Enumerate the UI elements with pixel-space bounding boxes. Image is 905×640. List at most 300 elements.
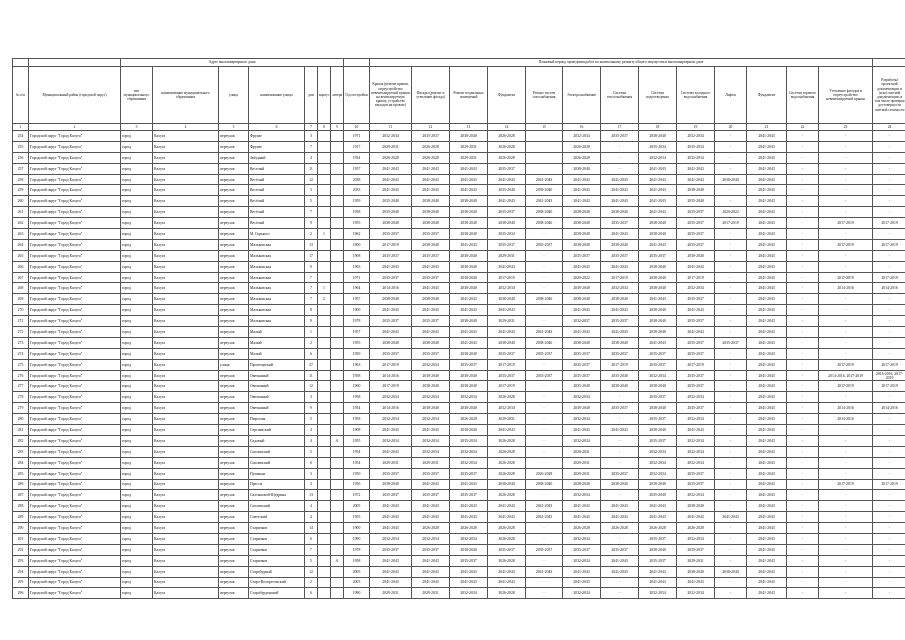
table-cell: город xyxy=(121,414,153,425)
table-cell: 1958 xyxy=(344,555,370,566)
table-cell: 2038-2040 xyxy=(639,403,677,414)
table-cell: 2026-2028 xyxy=(563,523,601,534)
table-cell: 2038-2040 xyxy=(488,294,526,305)
table-cell: - xyxy=(819,457,873,468)
table-cell: - xyxy=(873,348,905,359)
table-cell: 2005 xyxy=(344,566,370,577)
table-cell: 2038-2040 xyxy=(563,239,601,250)
table-row xyxy=(13,185,905,196)
table-cell: 2038-2040 xyxy=(563,479,601,490)
table-cell: 2041-2043 xyxy=(412,555,450,566)
table-cell: 2041-2043 xyxy=(639,512,677,523)
table-row xyxy=(13,512,905,523)
table-cell: 2035-2037 xyxy=(639,414,677,425)
column-number: 13 xyxy=(450,124,488,131)
address-group-header: Адрес многоквартирного дома xyxy=(121,59,344,67)
table-cell: 2041-2043 xyxy=(601,512,639,523)
table-cell: 2035-2037 xyxy=(563,348,601,359)
table-row xyxy=(13,425,905,436)
table-cell: Салтыковой-Щедрина xyxy=(249,490,305,501)
table-cell: 2041-2043 xyxy=(747,425,787,436)
table-cell: - xyxy=(787,370,819,381)
table-cell: 2038 xyxy=(344,174,370,185)
table-cell: Звёздный xyxy=(249,152,305,163)
table-cell: 2035-2037 xyxy=(677,348,715,359)
table-cell: - xyxy=(526,305,563,316)
column-number: 10 xyxy=(344,124,370,131)
table-cell: Калуга xyxy=(153,305,219,316)
table-cell: 2041-2043 xyxy=(601,501,639,512)
table-cell: 2041-2043 xyxy=(601,174,639,185)
table-cell: - xyxy=(601,533,639,544)
table-cell: 2017-2019 xyxy=(873,381,905,392)
table-cell: 2026-2028 xyxy=(488,468,526,479)
table-row xyxy=(13,207,905,218)
table-cell: 2041-2043 xyxy=(747,555,787,566)
column-header: Фундамент xyxy=(488,67,526,124)
table-row xyxy=(13,272,905,283)
table-cell: - xyxy=(526,490,563,501)
table-cell: - xyxy=(715,381,747,392)
table-cell: Калуга xyxy=(153,316,219,327)
column-number: 5 xyxy=(219,124,249,131)
table-cell: 2038-2040 xyxy=(412,381,450,392)
table-cell: 2026-2028 xyxy=(563,141,601,152)
table-cell: 2041-2043 xyxy=(450,337,488,348)
table-cell: 2017-2019 xyxy=(488,381,526,392)
table-row xyxy=(13,283,905,294)
column-header: Фундамент xyxy=(747,67,787,124)
table-cell: Калуга xyxy=(153,435,219,446)
table-cell: - xyxy=(715,239,747,250)
table-cell: город xyxy=(121,512,153,523)
table-cell: 2038-2040 xyxy=(715,566,747,577)
table-cell: 2041-2043 xyxy=(677,163,715,174)
table-cell: 2041-2043 xyxy=(601,327,639,338)
table-cell: 2026-2028 xyxy=(488,152,526,163)
table-cell: - xyxy=(819,131,873,142)
column-number: 22 xyxy=(787,124,819,131)
table-cell: 2041-2043 xyxy=(601,185,639,196)
table-cell xyxy=(331,588,344,599)
table-cell xyxy=(331,294,344,305)
column-number: 2 xyxy=(29,124,121,131)
table-cell: 2035-2037 xyxy=(563,370,601,381)
table-cell: 293 xyxy=(13,555,29,566)
table-cell: - xyxy=(873,512,905,523)
table-cell xyxy=(318,479,331,490)
table-cell: Городской округ "Город Калуга" xyxy=(29,555,121,566)
table-cell: 2014-2016 xyxy=(819,403,873,414)
table-cell: город xyxy=(121,163,153,174)
table-cell: 2032-2034 xyxy=(639,468,677,479)
table-cell: 2026-2028 xyxy=(488,555,526,566)
table-cell: 2038-2040 xyxy=(563,218,601,229)
table-cell: 1972 xyxy=(344,490,370,501)
table-cell: - xyxy=(819,446,873,457)
table-cell: Калуга xyxy=(153,348,219,359)
column-number: 15 xyxy=(526,124,563,131)
table-cell: - xyxy=(787,163,819,174)
table-cell: 2035-2037 xyxy=(450,468,488,479)
table-cell: Городской округ "Город Калуга" xyxy=(29,163,121,174)
table-cell: 2041-2043 xyxy=(677,261,715,272)
column-number: 21 xyxy=(747,124,787,131)
table-cell: 2014-2016 xyxy=(370,283,412,294)
table-cell: город xyxy=(121,250,153,261)
table-cell: переулок xyxy=(219,239,249,250)
table-cell: 2038-2040 xyxy=(677,250,715,261)
table-cell: переулок xyxy=(219,141,249,152)
table-cell: Калуга xyxy=(153,261,219,272)
table-cell: Городской округ "Город Калуга" xyxy=(29,348,121,359)
table-cell: 2038-2040 xyxy=(412,207,450,218)
table-cell: Городской округ "Город Калуга" xyxy=(29,131,121,142)
table-cell: 2041-2043 xyxy=(450,479,488,490)
table-cell: - xyxy=(873,588,905,599)
table-cell: 2041-2043 xyxy=(488,196,526,207)
table-cell: Городской округ "Город Калуга" xyxy=(29,261,121,272)
table-cell: 8 xyxy=(305,305,318,316)
table-cell xyxy=(331,512,344,523)
table-cell: 2014-2016 xyxy=(873,403,905,414)
table-cell xyxy=(318,185,331,196)
table-cell: Старо-Воскресенский xyxy=(249,577,305,588)
table-cell: Городской округ "Город Калуга" xyxy=(29,359,121,370)
table-cell: переулок xyxy=(219,512,249,523)
table-cell: 4 xyxy=(305,512,318,523)
table-cell: 2041-2043 xyxy=(563,327,601,338)
table-cell: 2032-2034 xyxy=(677,392,715,403)
table-cell: 279 xyxy=(13,403,29,414)
table-cell: 2003 xyxy=(344,577,370,588)
table-cell: Овечкиный xyxy=(249,392,305,403)
table-row xyxy=(13,337,905,348)
table-cell: переулок xyxy=(219,403,249,414)
table-cell: - xyxy=(715,131,747,142)
table-cell: 2041-2043 xyxy=(526,512,563,523)
table-cell: 2038-2040 xyxy=(601,294,639,305)
table-cell: переулок xyxy=(219,163,249,174)
table-cell: 2038-2040 xyxy=(526,218,563,229)
table-row xyxy=(13,163,905,174)
table-cell: 2039-2040 xyxy=(526,185,563,196)
table-cell: 2026-2028 xyxy=(563,152,601,163)
table-cell: 1962 xyxy=(344,229,370,240)
table-cell: 280 xyxy=(13,414,29,425)
table-cell: 2038-2040 xyxy=(639,327,677,338)
table-cell: Городской округ "Город Калуга" xyxy=(29,577,121,588)
table-cell: - xyxy=(526,359,563,370)
table-cell: - xyxy=(715,523,747,534)
table-cell: 255 xyxy=(13,141,29,152)
table-cell: 259 xyxy=(13,185,29,196)
table-cell: Старичков xyxy=(249,523,305,534)
table-cell: 2032-2034 xyxy=(677,152,715,163)
table-cell: 2041-2043 xyxy=(563,512,601,523)
table-cell: 2041-2043 xyxy=(747,239,787,250)
table-row xyxy=(13,446,905,457)
table-cell: 1900 xyxy=(344,305,370,316)
table-cell: 2 xyxy=(318,294,331,305)
table-cell: 2041-2043 xyxy=(563,185,601,196)
column-number: 9 xyxy=(331,124,344,131)
table-cell: 296 xyxy=(13,588,29,599)
table-cell: 2041-2043 xyxy=(450,512,488,523)
table-cell: 2041-2043 xyxy=(488,501,526,512)
table-cell: - xyxy=(819,588,873,599)
table-cell xyxy=(331,152,344,163)
table-cell: 2026-2028 xyxy=(370,152,412,163)
table-cell: - xyxy=(526,261,563,272)
table-cell: - xyxy=(787,185,819,196)
table-cell xyxy=(318,272,331,283)
table-cell: 2038-2040 xyxy=(601,337,639,348)
table-cell: 2038-2040 xyxy=(563,337,601,348)
table-cell: переулок xyxy=(219,501,249,512)
table-cell: 1958 xyxy=(344,207,370,218)
table-cell: 1959 xyxy=(344,196,370,207)
table-cell: Малый xyxy=(249,327,305,338)
table-cell: - xyxy=(873,533,905,544)
table-cell: 2041-2043 xyxy=(747,283,787,294)
table-cell: 5 xyxy=(305,446,318,457)
table-cell xyxy=(331,533,344,544)
table-cell: - xyxy=(601,588,639,599)
table-cell: Весёлый xyxy=(249,174,305,185)
table-cell: 2041-2043 xyxy=(639,239,677,250)
table-cell: Пирогова xyxy=(249,414,305,425)
table-cell: - xyxy=(819,261,873,272)
column-number: 1 xyxy=(13,124,29,131)
table-cell xyxy=(318,196,331,207)
table-cell: 2041-2043 xyxy=(747,544,787,555)
table-cell: переулок xyxy=(219,555,249,566)
table-cell: 2041-2043 xyxy=(370,425,412,436)
table-cell: город xyxy=(121,239,153,250)
table-cell: - xyxy=(819,327,873,338)
table-cell: 2041-2043 xyxy=(370,555,412,566)
table-cell: Городской округ "Город Калуга" xyxy=(29,501,121,512)
table-cell: 2038-2040 xyxy=(677,185,715,196)
table-cell: 1959 xyxy=(344,348,370,359)
table-cell: 2038-2040 xyxy=(450,229,488,240)
table-cell xyxy=(331,229,344,240)
table-cell xyxy=(318,533,331,544)
table-cell: город xyxy=(121,327,153,338)
table-cell: 2041-2043 xyxy=(370,577,412,588)
table-cell: Городской округ "Город Калуга" xyxy=(29,446,121,457)
table-cell: - xyxy=(873,555,905,566)
table-cell: 2026-2028 xyxy=(488,141,526,152)
table-cell: 291 xyxy=(13,533,29,544)
table-cell: город xyxy=(121,479,153,490)
table-cell: - xyxy=(715,555,747,566)
table-cell xyxy=(318,305,331,316)
table-cell: 2038-2040 xyxy=(412,196,450,207)
table-cell: Городской округ "Город Калуга" xyxy=(29,196,121,207)
table-cell: Городской округ "Город Калуга" xyxy=(29,479,121,490)
blank-header-cell xyxy=(13,59,29,67)
table-cell: 2032-2034 xyxy=(677,588,715,599)
table-cell: 2038-2040 xyxy=(639,544,677,555)
table-cell: 2026-2028 xyxy=(488,457,526,468)
table-cell: - xyxy=(787,446,819,457)
table-cell: переулок xyxy=(219,218,249,229)
table-cell: переулок xyxy=(219,370,249,381)
table-cell xyxy=(318,544,331,555)
table-cell: 2035-2037 xyxy=(526,544,563,555)
table-cell: Калуга xyxy=(153,218,219,229)
table-cell: Мальковская xyxy=(249,316,305,327)
table-cell: 257 xyxy=(13,163,29,174)
table-cell xyxy=(318,555,331,566)
table-cell: 2029-2031 xyxy=(563,457,601,468)
table-row xyxy=(13,174,905,185)
table-row xyxy=(13,544,905,555)
table-cell: 2020-2022 xyxy=(563,272,601,283)
table-cell: 2035-2037 xyxy=(488,239,526,250)
table-cell: Калуга xyxy=(153,337,219,348)
table-cell: 4 xyxy=(305,152,318,163)
table-cell: переулок xyxy=(219,566,249,577)
table-cell: - xyxy=(819,174,873,185)
table-cell: 2041-2043 xyxy=(412,425,450,436)
table-cell: 2017-2019 xyxy=(370,381,412,392)
table-cell: Калуга xyxy=(153,207,219,218)
table-cell: 2035-2037 xyxy=(677,479,715,490)
table-cell: 2035-2037 xyxy=(412,229,450,240)
table-cell: 2026-2028 xyxy=(488,131,526,142)
table-cell: 2035-2037 xyxy=(412,468,450,479)
table-cell: - xyxy=(715,435,747,446)
table-cell: 2035-2037 xyxy=(601,544,639,555)
table-cell: 2038-2040 xyxy=(563,283,601,294)
table-cell: Городской округ "Город Калуга" xyxy=(29,523,121,534)
table-cell: 2035-2034 xyxy=(450,435,488,446)
table-cell: 1957 xyxy=(344,163,370,174)
table-cell: город xyxy=(121,533,153,544)
table-cell: 2035-2037 xyxy=(601,403,639,414)
table-cell: Смоленский xyxy=(249,446,305,457)
table-cell: Калуга xyxy=(153,392,219,403)
table-cell: 290 xyxy=(13,523,29,534)
column-header: Муниципальный район (городской округ) xyxy=(29,67,121,124)
table-cell: 1900 xyxy=(344,523,370,534)
table-cell: Городской округ "Город Калуга" xyxy=(29,218,121,229)
table-cell: 2035-2037 xyxy=(639,555,677,566)
table-cell: Калуга xyxy=(153,152,219,163)
table-cell: 2035-2037 xyxy=(370,468,412,479)
table-cell: 2035-2037 xyxy=(412,348,450,359)
table-cell: 2041-2043 xyxy=(412,185,450,196)
table-cell: 2032-2034 xyxy=(677,446,715,457)
table-cell: Калуга xyxy=(153,555,219,566)
table-cell: переулок xyxy=(219,348,249,359)
table-cell: 2035-2040 xyxy=(488,185,526,196)
table-cell xyxy=(331,523,344,534)
table-cell: - xyxy=(819,305,873,316)
table-row xyxy=(13,490,905,501)
table-cell: 2035-2037 xyxy=(450,359,488,370)
table-cell: Калуга xyxy=(153,272,219,283)
table-cell: 1954 xyxy=(344,457,370,468)
table-row xyxy=(13,392,905,403)
table-cell: - xyxy=(787,218,819,229)
table-cell: - xyxy=(715,392,747,403)
table-cell: 2041-2043 xyxy=(488,305,526,316)
table-cell: город xyxy=(121,131,153,142)
table-cell: 2038-2040 xyxy=(639,425,677,436)
table-cell: 2032-2034 xyxy=(677,283,715,294)
table-cell: город xyxy=(121,196,153,207)
table-cell: 2041-2043 xyxy=(563,577,601,588)
table-cell: Калуга xyxy=(153,141,219,152)
table-cell: 2041-2043 xyxy=(450,327,488,338)
table-cell: 4 xyxy=(305,435,318,446)
table-cell: город xyxy=(121,359,153,370)
table-cell: 2032-2034 xyxy=(639,457,677,468)
table-cell: 2035-2037 xyxy=(639,533,677,544)
table-cell: - xyxy=(787,229,819,240)
table-cell: - xyxy=(526,381,563,392)
table-cell: 1958 xyxy=(344,414,370,425)
table-cell: 7 xyxy=(305,207,318,218)
table-cell: - xyxy=(715,294,747,305)
table-cell: - xyxy=(715,359,747,370)
table-cell: переулок xyxy=(219,577,249,588)
table-cell: переулок xyxy=(219,544,249,555)
table-cell: 1908 xyxy=(344,250,370,261)
table-cell: 2041-2043 xyxy=(747,294,787,305)
column-number: 24 xyxy=(873,124,905,131)
table-cell: город xyxy=(121,577,153,588)
table-cell xyxy=(318,174,331,185)
table-cell: Калуга xyxy=(153,533,219,544)
table-cell: 270 xyxy=(13,305,29,316)
table-cell: Весёлый xyxy=(249,185,305,196)
table-cell: Городской округ "Город Калуга" xyxy=(29,566,121,577)
table-cell xyxy=(331,446,344,457)
table-cell: 2041-2043 xyxy=(488,577,526,588)
table-cell: 2020-2022 xyxy=(715,207,747,218)
table-cell: город xyxy=(121,523,153,534)
table-cell: 2041-2043 xyxy=(747,588,787,599)
table-cell: 2035-2037 xyxy=(488,544,526,555)
table-cell: 2035-2037 xyxy=(412,272,450,283)
table-cell: 2032-2034 xyxy=(370,392,412,403)
table-cell: 2038-2040 xyxy=(450,348,488,359)
column-header: Ремонт систем газоснабжения xyxy=(526,67,563,124)
table-cell: 286 xyxy=(13,479,29,490)
table-row xyxy=(13,414,905,425)
table-cell: 2014-2016, 2017-2019 xyxy=(873,370,905,381)
table-cell: переулок xyxy=(219,283,249,294)
table-cell: Городской округ "Город Калуга" xyxy=(29,490,121,501)
table-cell: 2041-2043 xyxy=(450,185,488,196)
table-cell: Смоленский xyxy=(249,501,305,512)
table-cell: 2035-2037 xyxy=(370,229,412,240)
table-cell xyxy=(318,327,331,338)
table-cell: 2029-2031 xyxy=(450,152,488,163)
table-cell: Старобудный xyxy=(249,566,305,577)
table-cell: 2035-2037 xyxy=(601,218,639,229)
table-cell: 2035-2037 xyxy=(412,131,450,142)
table-cell: Мальковская xyxy=(249,305,305,316)
table-cell: 269 xyxy=(13,294,29,305)
table-cell: 292 xyxy=(13,544,29,555)
table-cell: 2 xyxy=(305,229,318,240)
